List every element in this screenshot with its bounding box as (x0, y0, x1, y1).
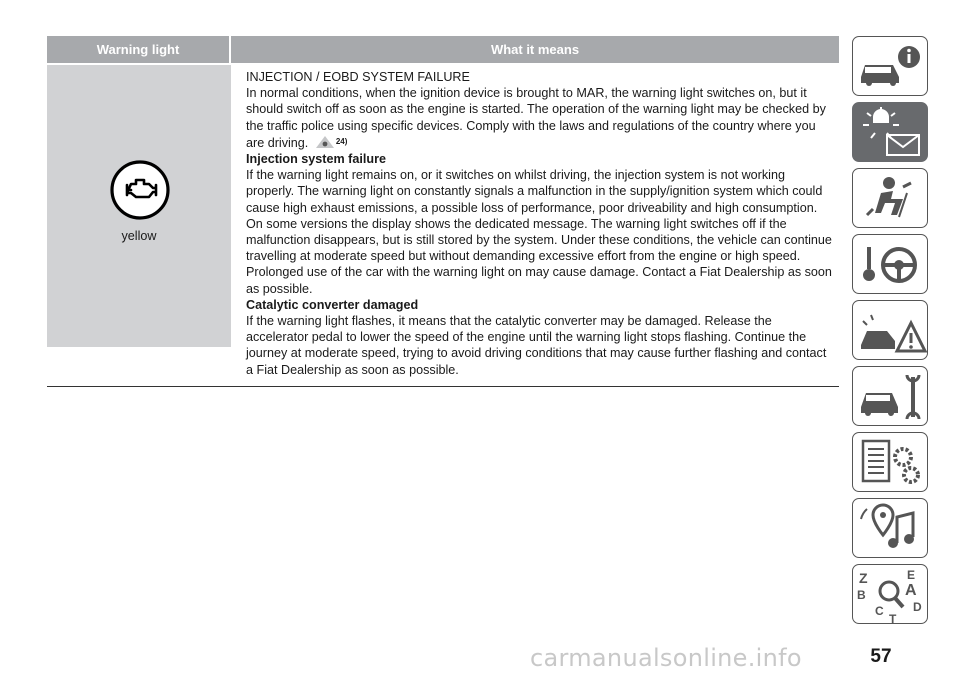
car-wrench-icon (853, 367, 929, 427)
alphabetical-index-icon (853, 565, 929, 625)
section-text-injection-failure: If the warning light remains on, or it switches on whilst driving, the injection system is not working properly. The warning light on constantly signals a malfunction in the supply/ignition system which could cause high exhaust emissions, a possible loss of performance, poor driveability and high consumption. On some versions the display shows the dedicated message. The warning light switches off if the malfunction disappears, but is still stored by the system. Under these conditions, the vehicle can continue travelling at moderate speed but without demanding excessive effort from the engine or high speed. Prolonged use of the car with the warning light on may cause damage. Contact a Fiat Dealership as soon as possible. (246, 168, 832, 296)
engine-check-icon (110, 160, 170, 220)
tab-emergencies[interactable] (852, 300, 928, 360)
navigation-music-icon (853, 499, 929, 559)
svg-text:T: T (889, 612, 897, 625)
header-warning-light: Warning light (47, 36, 231, 63)
watermark: carmanualsonline.info (530, 644, 802, 672)
table-header (47, 36, 839, 63)
tab-car-info[interactable] (852, 36, 928, 96)
reference-link[interactable]: 24) (335, 136, 348, 146)
tab-index[interactable] (852, 564, 928, 624)
tab-warning-lights[interactable] (852, 102, 928, 162)
intro-title: INJECTION / EOBD SYSTEM FAILURE (246, 70, 470, 84)
section-title-catalytic-converter: Catalytic converter damaged (246, 297, 419, 312)
car-info-icon (853, 37, 929, 97)
section-text-catalytic-converter: If the warning light flashes, it means that the catalytic converter may be damaged. Release the accelerator pedal to lower the speed of the engine until the warning light stops flashing. Continue the journey at moderate speed, trying to avoid driving conditions that may cause further flashing and contact a Fiat Dealership as soon as possible. (246, 314, 827, 377)
page-number: 57 (870, 646, 892, 667)
warning-light-table (47, 36, 839, 387)
tab-servicing[interactable] (852, 366, 928, 426)
svg-text:B: B (857, 588, 866, 602)
warning-triangle-icon (315, 135, 335, 149)
light-color-label: yellow (121, 229, 157, 243)
svg-text:A: A (905, 582, 917, 599)
spec-sheet-gears-icon (853, 433, 929, 493)
tab-technical-data[interactable] (852, 432, 928, 492)
tab-safety[interactable] (852, 168, 928, 228)
svg-text:D: D (913, 600, 922, 614)
intro-last-word: driving. (267, 135, 309, 150)
seat-airbag-icon (853, 169, 929, 229)
intro-text: In normal conditions, when the ignition device is brought to MAR, the warning light switches on, but it should switch off as soon as the engine is started. The operation of the warning light may be checked by the traffic police using specific devices. Comply with the laws and regulations of the country where you are (246, 86, 826, 150)
meaning-cell (231, 65, 839, 386)
table-row (47, 63, 839, 386)
intro-paragraph (246, 85, 835, 151)
section-title-injection-failure: Injection system failure (246, 152, 386, 167)
warning-light-message-icon (853, 103, 929, 163)
svg-text:C: C (875, 604, 884, 618)
tab-starting-driving[interactable] (852, 234, 928, 294)
tab-multimedia[interactable] (852, 498, 928, 558)
car-crash-warning-icon (853, 301, 929, 361)
key-steering-wheel-icon (853, 235, 929, 295)
warning-light-cell (47, 65, 231, 347)
svg-text:E: E (907, 568, 916, 582)
svg-text:Z: Z (859, 570, 868, 586)
header-what-it-means: What it means (490, 42, 580, 57)
